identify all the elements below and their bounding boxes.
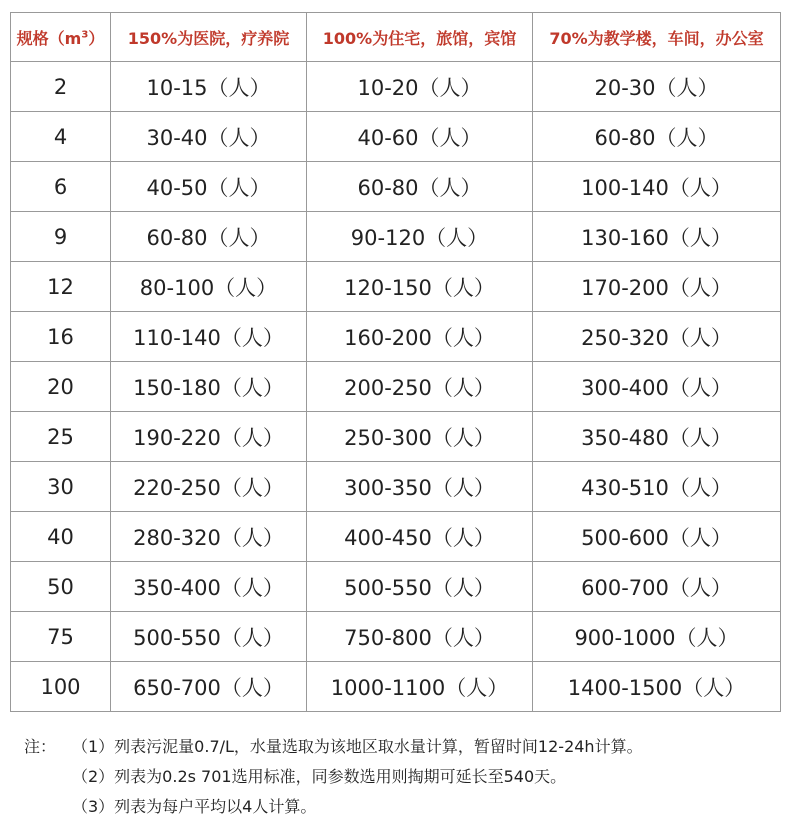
cell-office: 350-480（人） (533, 412, 781, 462)
header-office: 70%为教学楼，车间，办公室 (533, 13, 781, 62)
cell-hospital: 190-220（人） (111, 412, 307, 462)
table-row (11, 562, 781, 612)
note-indent (24, 792, 72, 822)
note-item (24, 762, 784, 792)
cell-spec: 2 (11, 62, 111, 112)
cell-office: 430-510（人） (533, 462, 781, 512)
note-text: （1）列表污泥量0.7/L，水量选取为该地区取水量计算，暂留时间12-24h计算。 (72, 737, 643, 756)
table-row (11, 162, 781, 212)
cell-spec: 12 (11, 262, 111, 312)
cell-spec: 50 (11, 562, 111, 612)
table-row (11, 412, 781, 462)
note-indent (24, 762, 72, 792)
cell-hospital: 110-140（人） (111, 312, 307, 362)
cell-office: 20-30（人） (533, 62, 781, 112)
cell-hospital: 40-50（人） (111, 162, 307, 212)
cell-spec: 4 (11, 112, 111, 162)
header-spec: 规格$(m^3)$ (11, 13, 111, 62)
notes-section (24, 732, 784, 822)
cell-hospital: 500-550（人） (111, 612, 307, 662)
cell-spec: 6 (11, 162, 111, 212)
cell-spec: 40 (11, 512, 111, 562)
cell-office: 170-200（人） (533, 262, 781, 312)
cell-office: 130-160（人） (533, 212, 781, 262)
table-header-row (11, 13, 781, 62)
cell-spec: 9 (11, 212, 111, 262)
cell-residential: 500-550（人） (307, 562, 533, 612)
cell-spec: 16 (11, 312, 111, 362)
table-row (11, 212, 781, 262)
cell-office: 500-600（人） (533, 512, 781, 562)
cell-residential: 40-60（人） (307, 112, 533, 162)
cell-residential: 90-120（人） (307, 212, 533, 262)
cell-residential: 200-250（人） (307, 362, 533, 412)
cell-residential: 10-20（人） (307, 62, 533, 112)
table-row (11, 512, 781, 562)
note-text: （2）列表为0.2s 701选用标准，同参数选用则掏期可延长至540天。 (72, 767, 567, 786)
cell-hospital: 650-700（人） (111, 662, 307, 712)
cell-residential: 160-200（人） (307, 312, 533, 362)
cell-residential: 750-800（人） (307, 612, 533, 662)
cell-office: 300-400（人） (533, 362, 781, 412)
cell-office: 1400-1500（人） (533, 662, 781, 712)
header-residential: 100%为住宅，旅馆，宾馆 (307, 13, 533, 62)
table-row (11, 462, 781, 512)
note-text: （3）列表为每户平均以4人计算。 (72, 797, 317, 816)
header-hospital: 150%为医院，疗养院 (111, 13, 307, 62)
cell-hospital: 80-100（人） (111, 262, 307, 312)
table-row (11, 312, 781, 362)
cell-residential: 250-300（人） (307, 412, 533, 462)
cell-office: 100-140（人） (533, 162, 781, 212)
cell-office: 250-320（人） (533, 312, 781, 362)
cell-hospital: 30-40（人） (111, 112, 307, 162)
cell-spec: 25 (11, 412, 111, 462)
header-spec-superscript: 3 (81, 29, 89, 41)
cell-hospital: 10-15（人） (111, 62, 307, 112)
cell-spec: 20 (11, 362, 111, 412)
table-row (11, 662, 781, 712)
cell-spec: 75 (11, 612, 111, 662)
cell-hospital: 280-320（人） (111, 512, 307, 562)
table-row (11, 112, 781, 162)
note-item (24, 792, 784, 822)
notes-label: 注： (24, 737, 57, 756)
cell-hospital: 60-80（人） (111, 212, 307, 262)
note-item (24, 732, 784, 762)
cell-spec: 100 (11, 662, 111, 712)
cell-hospital: 350-400（人） (111, 562, 307, 612)
cell-office: 60-80（人） (533, 112, 781, 162)
capacity-spec-table (10, 12, 781, 712)
cell-residential: 1000-1100（人） (307, 662, 533, 712)
cell-hospital: 220-250（人） (111, 462, 307, 512)
cell-residential: 120-150（人） (307, 262, 533, 312)
cell-office: 600-700（人） (533, 562, 781, 612)
table-row (11, 62, 781, 112)
cell-residential: 400-450（人） (307, 512, 533, 562)
cell-residential: 60-80（人） (307, 162, 533, 212)
table-row (11, 612, 781, 662)
cell-spec: 30 (11, 462, 111, 512)
cell-office: 900-1000（人） (533, 612, 781, 662)
table-row (11, 262, 781, 312)
cell-hospital: 150-180（人） (111, 362, 307, 412)
table-row (11, 362, 781, 412)
cell-residential: 300-350（人） (307, 462, 533, 512)
